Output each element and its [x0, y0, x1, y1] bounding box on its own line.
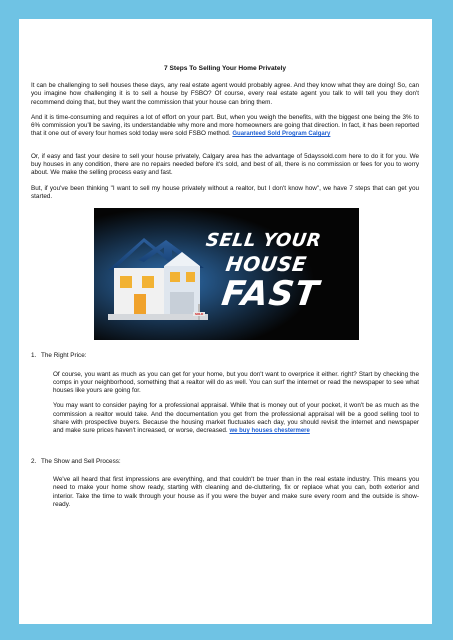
page-title: 7 Steps To Selling Your Home Privately: [163, 65, 287, 72]
paragraph-steps-intro: But, if you've been thinking "I want to sell my house privately without a realtor, but I don't know how", we have 7 steps that can get you started.: [31, 184, 419, 200]
guaranteed-sold-program-link[interactable]: Guaranteed Sold Program Calgary: [232, 131, 331, 138]
hero-text-line1: SELL YOUR: [204, 230, 323, 252]
hero-text-line3: FAST: [219, 274, 322, 315]
paragraph-service: Or, if easy and fast your desire to sell your house privately, Calgary area has the advantage of 5dayssold.com here to do it for you. We buy houses in any condition, there are no repairs needed before it's sold, and best of all, there is no commission or fees for you to worry about. We make the selling process easy and fast.: [31, 152, 419, 177]
paragraph-show-and-sell: We've all heard that first impressions are everything, and that couldn't be truer than in the real estate industry. This means you need to make your home show ready, starting with cleaning and de-cluttering, fix or replace what you can, both exterior and interior. Take the time to walk through your house as if you were the buyer and make sure every room and the outside is show-ready.: [53, 475, 419, 508]
step-2-title: The Show and Sell Process:: [41, 457, 121, 465]
paragraph-benefits-text: And it is time-consuming and requires a lot of effort on your part. But, when you weigh the benefits, with the biggest one being the 3% to 6% commission you'll be saving, its understandable why more and more homeowners are going that direction. In fact, it has been reported that it one out of every four homes sold today were sold FSBO method.: [31, 113, 419, 138]
paragraph-appraisal: [53, 402, 419, 435]
we-buy-houses-chestermere-link[interactable]: we buy houses chestermere: [229, 428, 310, 435]
document-page: [19, 19, 432, 624]
paragraph-right-price: Of course, you want as much as you can get for your home, but you don't want to overprice it either. right? Start by checking the comps in your neighborhood, something that a realtor will do as well. You can surf the internet or read the newspaper to see what houses like yours are going for.: [53, 370, 419, 395]
hero-text-line2: HOUSE: [224, 252, 309, 277]
step-1-number: 1.: [31, 352, 37, 360]
paragraph-benefits: [31, 114, 419, 139]
step-2-heading: [31, 458, 419, 466]
sell-your-house-fast-image: [94, 208, 359, 340]
step-2-number: 2.: [31, 457, 37, 465]
step-1-title: The Right Price:: [41, 352, 87, 360]
sold-sign: SOLD: [195, 312, 204, 317]
paragraph-appraisal-text: You may want to consider paying for a professional appraisal. While that is money out of your pocket, it won't be as much as the commission a realtor would take. And the documentation you get from the professional appraisal will be a good selling tool to share with prospective buyers. Because the housing market fluctuates each day, you should revisit the internet and newspaper and make sure prices haven't increased, or worse, decreased.: [53, 402, 419, 435]
paragraph-intro: It can be challenging to sell houses these days, any real estate agent would probably agree. And they know what they are doing! So, can you imagine how challenging it is to sell a house by FSBO? Of course, every real estate agent you talk to will tell you they don't recommend doing that, but they want the commission that your house can bring them.: [31, 82, 419, 106]
step-1-heading: [31, 352, 419, 360]
